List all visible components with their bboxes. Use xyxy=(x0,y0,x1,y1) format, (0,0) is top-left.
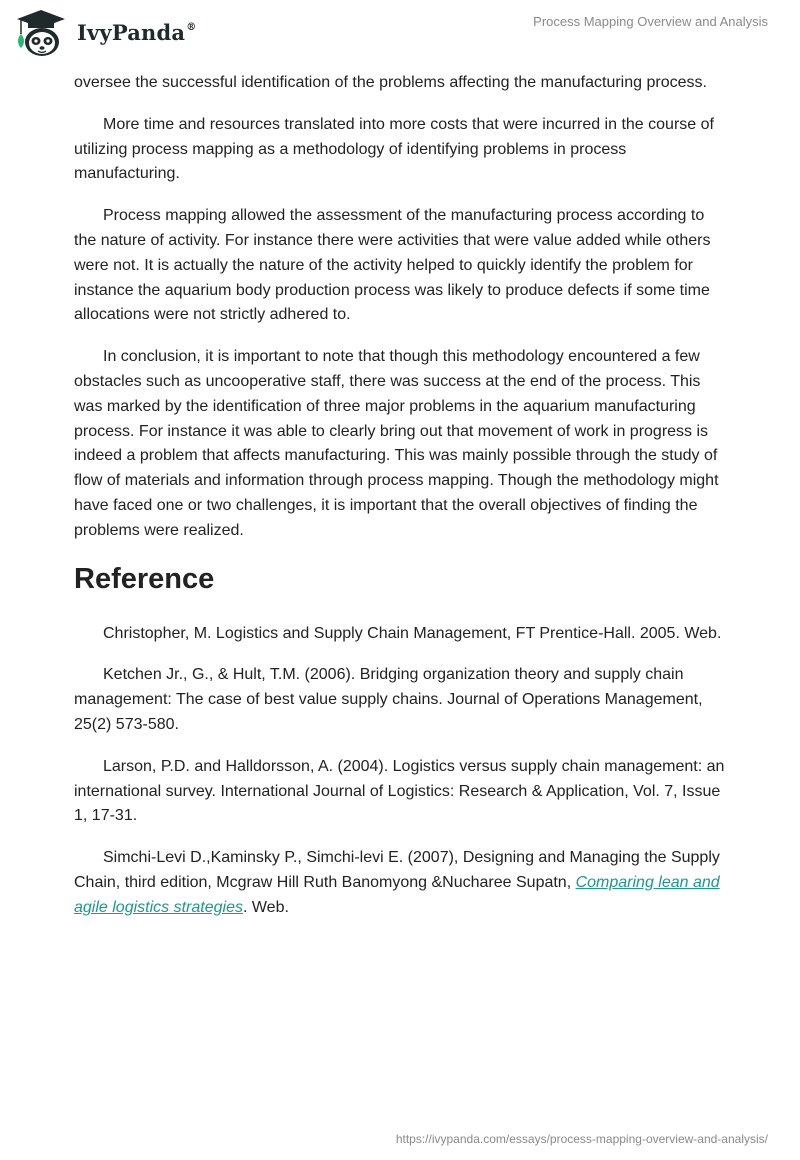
brand-name: IvyPanda® xyxy=(77,20,197,45)
paragraph-conclusion: In conclusion, it is important to note that though this methodology encountered a few obstacles such as uncooperative staff, there was success at the end of the process. This was marked by the identification of three major problems in the aquarium manufacturing process. For instance it was able to clearly bring out that movement of work in progress is indeed a problem that affects manufacturing. This was mainly possible through the study of flow of materials and information through process mapping. Though the methodology might have faced one or two challenges, it is important that the overall objectives of finding the problems were realized. xyxy=(74,348,719,539)
source-url: https://ivypanda.com/essays/process-mapping-overview-and-analysis/ xyxy=(395,1132,768,1146)
reference-heading: Reference xyxy=(74,562,215,595)
reference-item: Ketchen Jr., G., & Hult, T.M. (2006). Bridging organization theory and supply chain management: The case of best value supply chains. Journal of Operations Management, 25(2) 573-580. xyxy=(74,666,703,733)
reference-link[interactable]: Comparing lean and agile logistics strategies xyxy=(74,873,720,916)
paragraph: Process mapping allowed the assessment of the manufacturing process according to the nature of activity. For instance there were activities that were value added while others were not. It is actually the nature of the activity helped to quickly identify the problem for instance the aquarium body production process was likely to produce defects if some time allocations were not strictly adhered to. xyxy=(74,207,711,324)
reference-item: Christopher, M. Logistics and Supply Chain Management, FT Prentice-Hall. 2005. Web. xyxy=(103,624,722,642)
ivypanda-logo[interactable] xyxy=(13,8,203,58)
reference-item-with-link xyxy=(74,846,730,920)
document-title: Process Mapping Overview and Analysis xyxy=(533,14,768,29)
reference-text: Simchi-Levi D.,Kaminsky P., Simchi-levi E. (2007), Designing and Managing the Supply Chain, third edition, Mcgraw Hill Ruth Banomyong &Nucharee Supatn, xyxy=(74,849,720,891)
reference-item: Larson, P.D. and Halldorsson, A. (2004). Logistics versus supply chain management: an international survey. International Journal of Logistics: Research & Application, Vol. 7, Issue 1, 17-31. xyxy=(74,757,725,825)
paragraph-continuation: oversee the successful identification of the problems affecting the manufacturing process. xyxy=(74,74,707,91)
essay-content xyxy=(74,71,730,938)
paragraph: More time and resources translated into more costs that were incurred in the course of utilizing process mapping as a methodology of identifying problems in process manufacturing. xyxy=(74,115,714,183)
reference-text-end: . Web. xyxy=(242,898,289,916)
panda-graduate-icon xyxy=(13,8,69,58)
page-header xyxy=(0,0,800,66)
